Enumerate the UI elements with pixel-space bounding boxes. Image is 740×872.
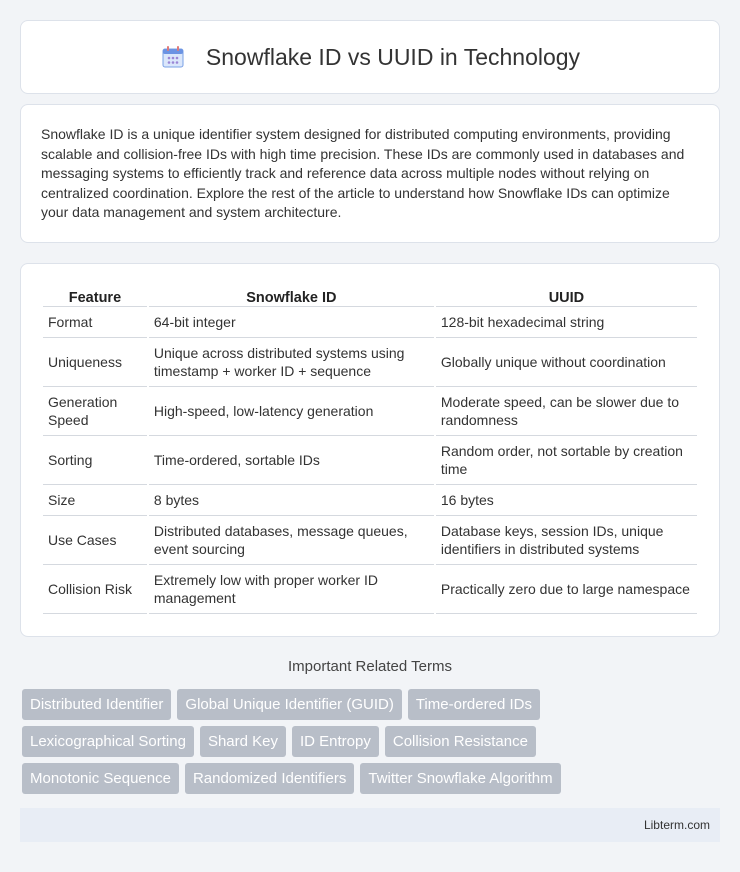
feature-cell: Uniqueness	[43, 338, 147, 387]
uuid-cell: Moderate speed, can be slower due to randomness	[436, 387, 697, 436]
header-snowflake: Snowflake ID	[149, 286, 434, 307]
comparison-card	[20, 263, 720, 637]
feature-cell: Sorting	[43, 436, 147, 485]
tag-monotonic-sequence[interactable]: Monotonic Sequence	[22, 763, 179, 794]
footer-link[interactable]: Libterm.com	[643, 818, 710, 832]
uuid-cell: Practically zero due to large namespace	[436, 565, 697, 614]
feature-cell: Use Cases	[43, 516, 147, 565]
uuid-cell: 16 bytes	[436, 485, 697, 516]
tag-shard-key[interactable]: Shard Key	[200, 726, 286, 757]
feature-cell: Collision Risk	[43, 565, 147, 614]
feature-cell: Size	[43, 485, 147, 516]
page-title: Snowflake ID vs UUID in Technology	[205, 43, 581, 70]
tag-lexicographical-sorting[interactable]: Lexicographical Sorting	[22, 726, 194, 757]
feature-cell: Generation Speed	[43, 387, 147, 436]
related-terms-title: Important Related Terms	[288, 658, 452, 675]
header-card	[20, 20, 720, 94]
tag-id-entropy[interactable]: ID Entropy	[292, 726, 379, 757]
table-row	[43, 485, 697, 516]
uuid-cell: Random order, not sortable by creation time	[436, 436, 697, 485]
tag-time-ordered-ids[interactable]: Time-ordered IDs	[408, 689, 540, 720]
snowflake-cell: 8 bytes	[149, 485, 434, 516]
snowflake-cell: Unique across distributed systems using timestamp + worker ID + sequence	[149, 338, 434, 387]
uuid-cell: 128-bit hexadecimal string	[436, 307, 697, 338]
snowflake-cell: 64-bit integer	[149, 307, 434, 338]
table-row	[43, 387, 697, 436]
tag-twitter-snowflake-algorithm[interactable]: Twitter Snowflake Algorithm	[360, 763, 560, 794]
tag-collision-resistance[interactable]: Collision Resistance	[385, 726, 536, 757]
table-row	[43, 565, 697, 614]
intro-paragraph: Snowflake ID is a unique identifier system designed for distributed computing environments, providing scalable and collision-free IDs with high time precision. These IDs are commonly used in databases and messaging systems to efficiently track and reference data across multiple nodes without relying on centralized coordination. Explore the rest of the article to understand how Snowflake IDs can optimize your data management and system architecture.	[41, 126, 685, 220]
snowflake-cell: Extremely low with proper worker ID management	[149, 565, 434, 614]
tag-row	[22, 689, 702, 720]
intro-card	[20, 104, 720, 243]
table-row	[43, 436, 697, 485]
table-row	[43, 307, 697, 338]
header-feature: Feature	[43, 286, 147, 307]
comparison-table	[41, 286, 699, 614]
tag-guid[interactable]: Global Unique Identifier (GUID)	[177, 689, 401, 720]
feature-cell: Format	[43, 307, 147, 338]
table-row	[43, 516, 697, 565]
snowflake-cell: High-speed, low-latency generation	[149, 387, 434, 436]
footer	[20, 808, 720, 842]
header-uuid: UUID	[436, 286, 697, 307]
tag-row	[22, 763, 702, 794]
uuid-cell: Globally unique without coordination	[436, 338, 697, 387]
related-terms-tags	[22, 689, 702, 800]
table-row	[43, 338, 697, 387]
snowflake-cell: Time-ordered, sortable IDs	[149, 436, 434, 485]
uuid-cell: Database keys, session IDs, unique identifiers in distributed systems	[436, 516, 697, 565]
calendar-icon	[160, 44, 186, 70]
tag-distributed-identifier[interactable]: Distributed Identifier	[22, 689, 171, 720]
snowflake-cell: Distributed databases, message queues, event sourcing	[149, 516, 434, 565]
tag-row	[22, 726, 702, 757]
tag-randomized-identifiers[interactable]: Randomized Identifiers	[185, 763, 354, 794]
